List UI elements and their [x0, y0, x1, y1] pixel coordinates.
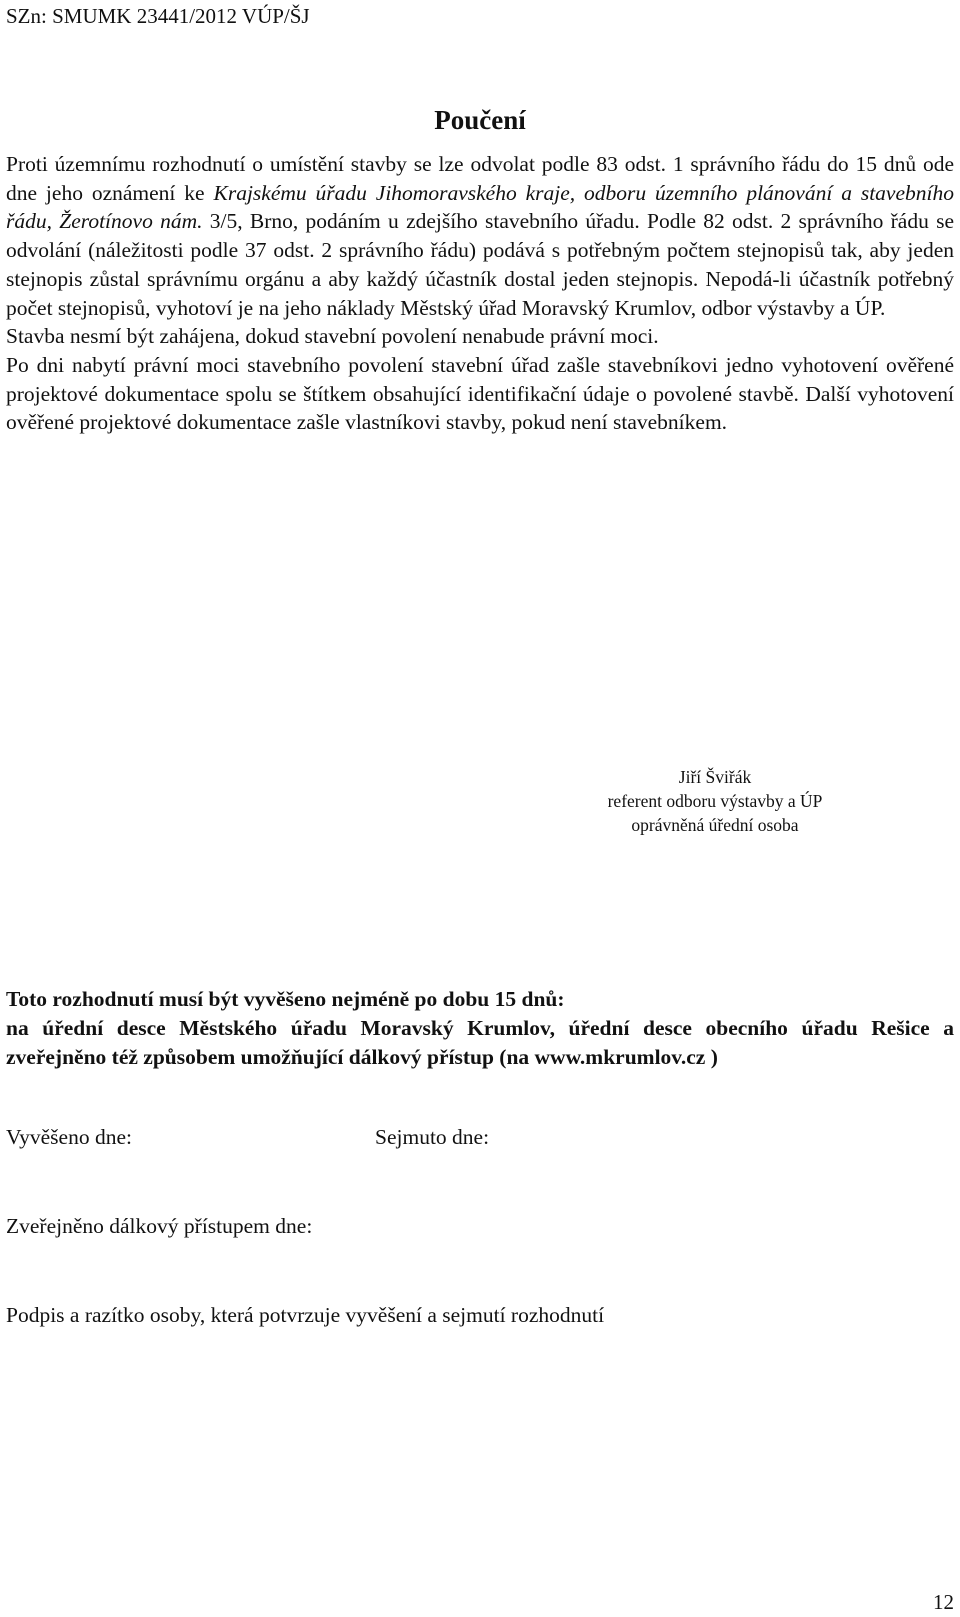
signatory-name: Jiří Šviřák: [678, 767, 752, 787]
documentation-paragraph: Po dni nabytí právní moci stavebního povolení stavební úřad zašle stavebníkovi jedno vyhotovení ověřené projektové dokumentace spolu se štítkem obsahující identifikační údaje o povolené stavbě. Další vyhotovení ověřené projektové dokumentace zašle vlastníkovi stavby, pokud není stavebníkem.: [6, 352, 954, 435]
posting-notice-line-1: Toto rozhodnutí musí být vyvěšeno nejméně po dobu 15 dnů:: [6, 987, 565, 1011]
appeal-paragraph: [6, 150, 954, 322]
posted-date-field: Vyvěšeno dne:: [6, 1125, 132, 1149]
appeal-authority-italic: Krajskému úřadu Jihomoravského kraje, odboru územního plánování a stavebního řádu, Žerotínovo nám.: [6, 180, 954, 234]
signature-stamp-field: Podpis a razítko osoby, která potvrzuje vyvěšení a sejmutí rozhodnutí: [6, 1303, 605, 1327]
appeal-text-start: Proti územnímu rozhodnutí o umístění stavby se lze odvolat podle 83 odst. 1 správního řádu do 15 dnů ode dne jeho oznámení ke: [6, 152, 954, 205]
construction-start-paragraph: Stavba nesmí být zahájena, dokud stavební povolení nenabude právní moci.: [6, 324, 659, 349]
removed-date-field: Sejmuto dne:: [375, 1125, 490, 1149]
appeal-instructions: [6, 150, 954, 437]
posting-notice-line-2: na úřední desce Městského úřadu Moravský Krumlov, úřední desce obecního úřadu Rešice a zveřejněno též způsobem umožňující dálkový přístup (na www.mkrumlov.cz ): [6, 1015, 954, 1069]
posting-notice: [6, 985, 954, 1071]
page-number: 12: [933, 1590, 954, 1614]
remote-publication-date-field: Zveřejněno dálkový přístupem dne:: [6, 1214, 313, 1238]
file-reference: SZn: SMUMK 23441/2012 VÚP/ŠJ: [6, 4, 310, 28]
page-title: Poučení: [434, 105, 526, 135]
appeal-text-end: 3/5, Brno, podáním u zdejšího stavebního úřadu. Podle 82 odst. 2 správního řádu se odvolání (náležitosti podle 37 odst. 2 správního řádu) podává s potřebným počtem stejnopisů tak, aby jeden stejnopis zůstal správnímu orgánu a aby každý účastník dostal jeden stejnopis. Nepodá-li účastník potřebný počet stejnopisů, vyhotoví je na jeho náklady Městský úřad Moravský Krumlov, odbor výstavby a ÚP.: [6, 209, 954, 320]
signatory-authority: oprávněná úřední osoba: [631, 815, 799, 835]
signatory-role: referent odboru výstavby a ÚP: [607, 791, 823, 811]
